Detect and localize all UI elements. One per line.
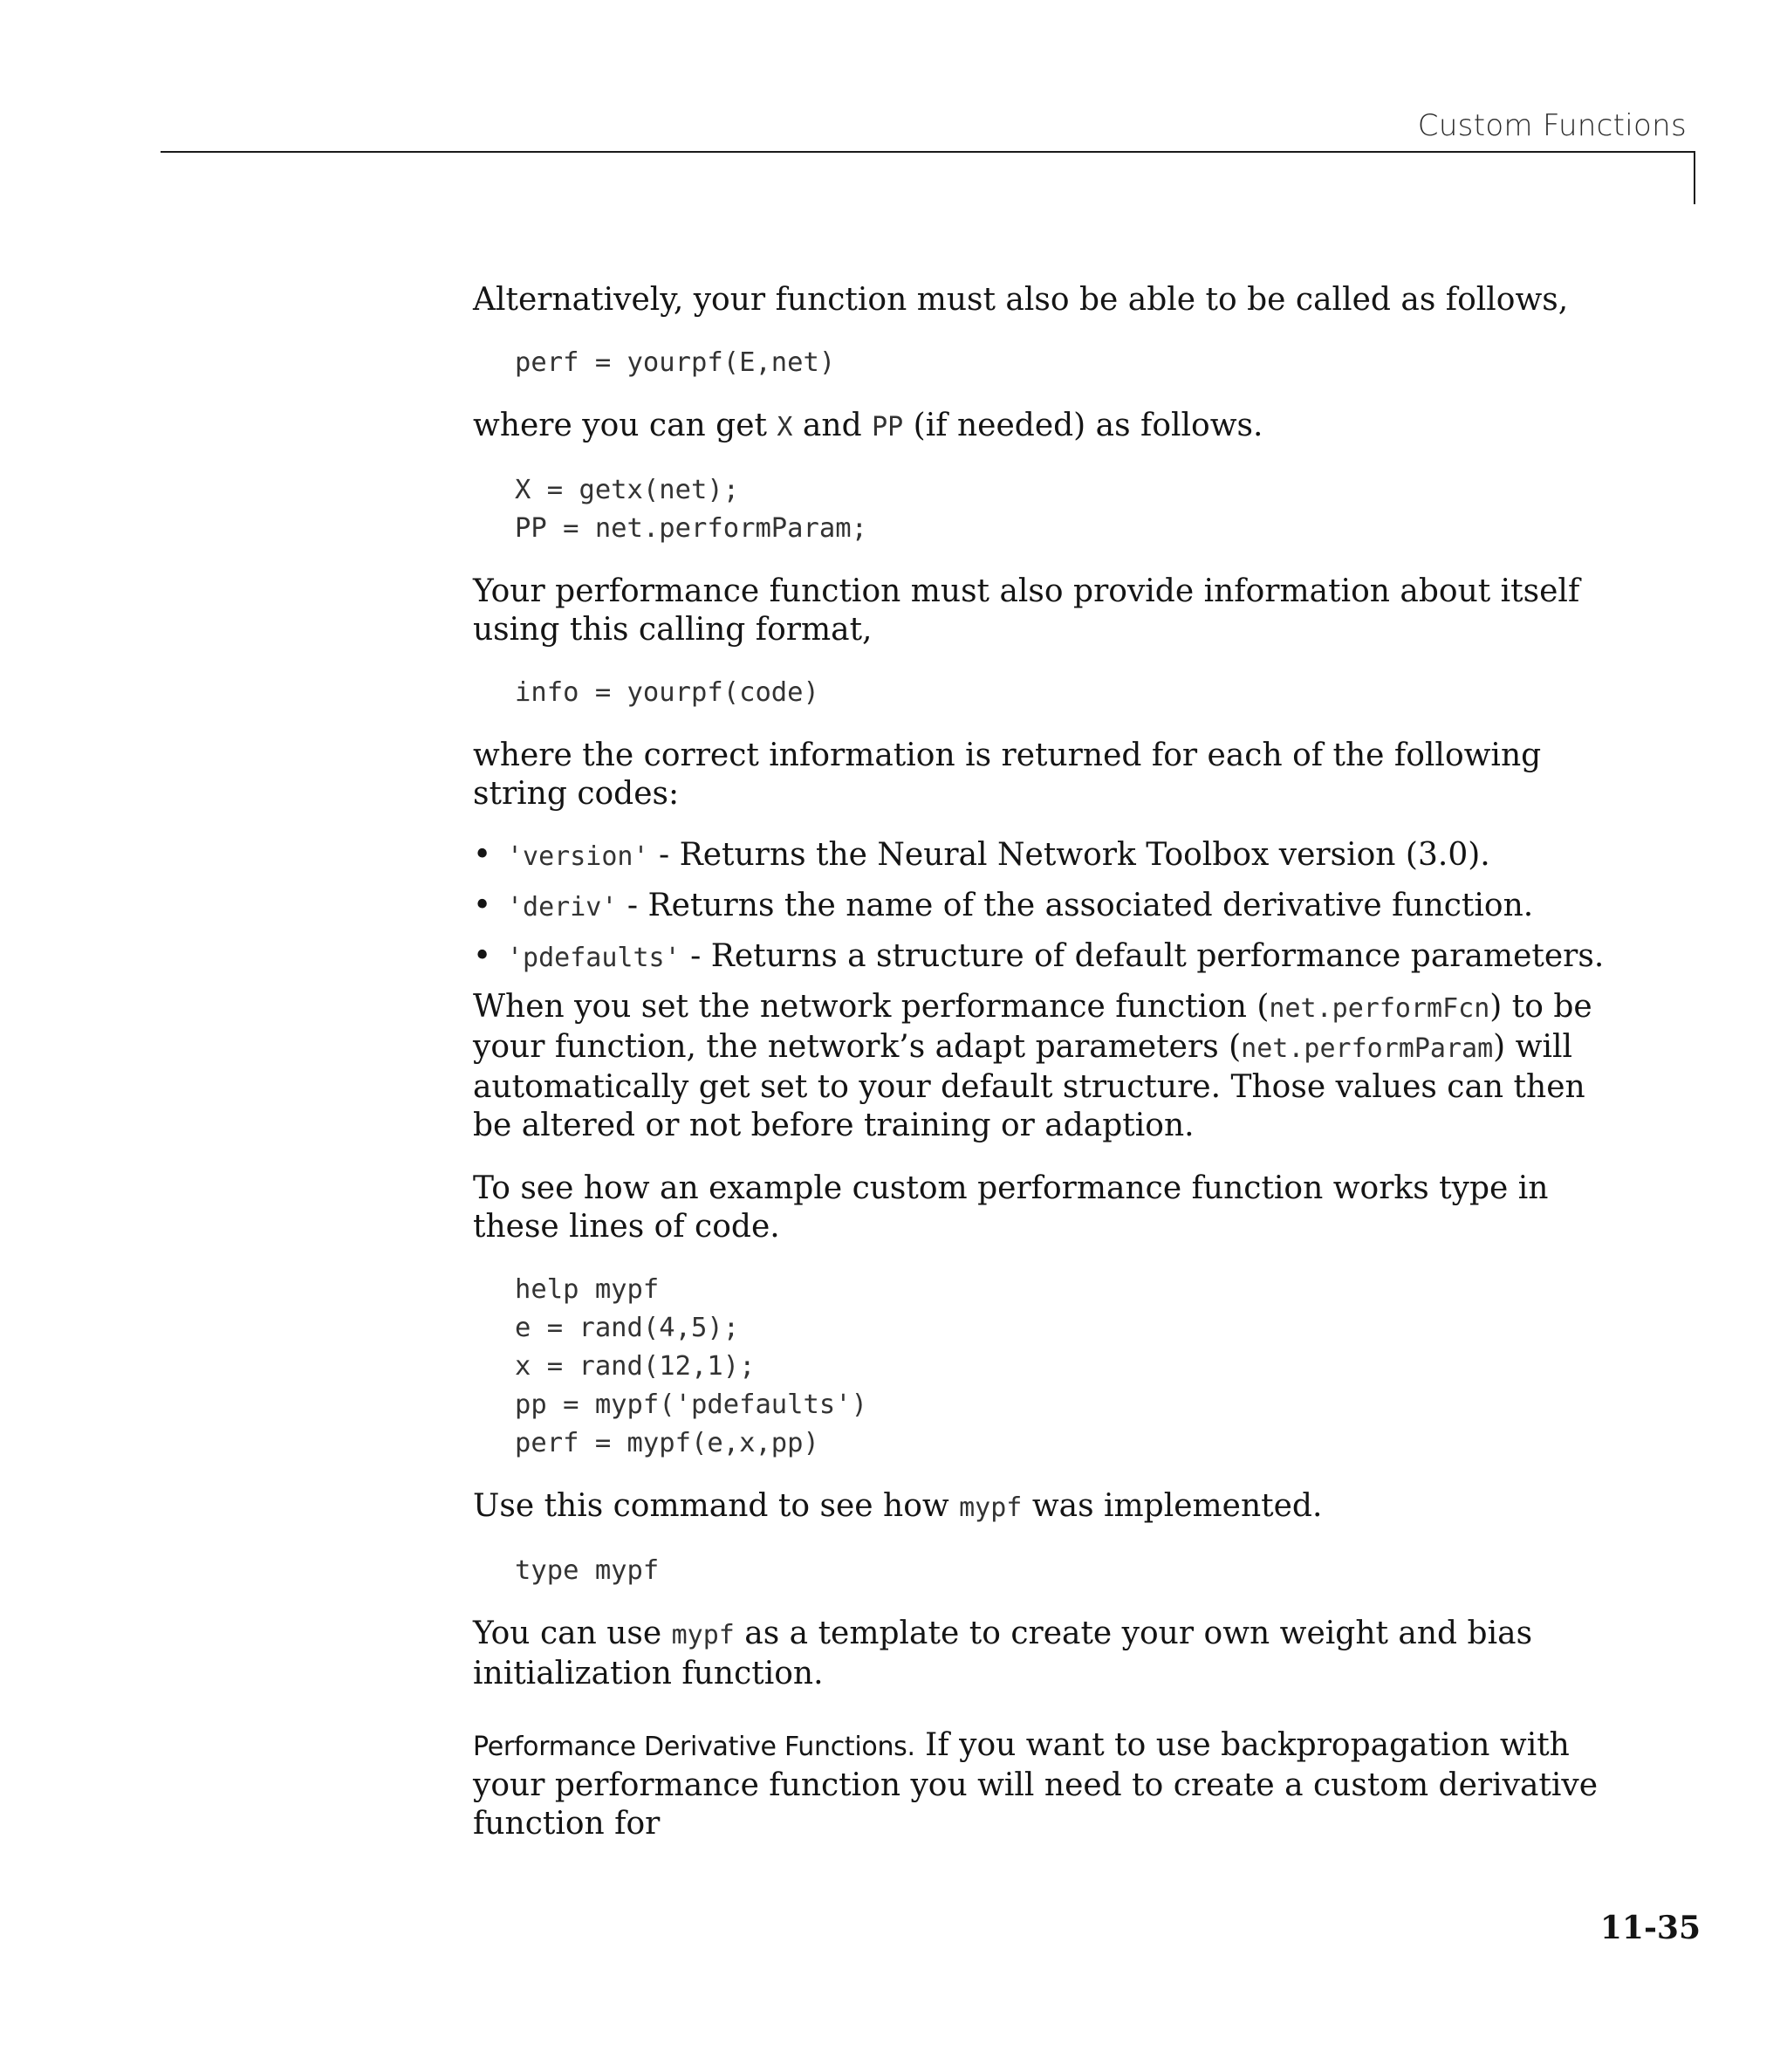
inline-code-deriv: 'deriv' — [507, 892, 618, 923]
text-span: (if needed) as follows. — [903, 408, 1263, 443]
list-item-version — [473, 836, 1633, 876]
text-span: ) to be your function, the network’s adapt parameters ( — [473, 989, 1592, 1065]
bullet-icon: • — [473, 888, 492, 923]
code-line: perf = mypf(e,x,pp) — [515, 1428, 819, 1458]
page-number: 11-35 — [1599, 1910, 1701, 1946]
inline-code-mypf: mypf — [671, 1620, 735, 1650]
text-span: and — [792, 408, 873, 443]
page-body — [473, 281, 1633, 1868]
text-span: When you set the network performance function ( — [473, 989, 1270, 1025]
paragraph-template — [473, 1615, 1633, 1693]
inline-code-pdefaults: 'pdefaults' — [507, 943, 681, 973]
code-line: PP = net.performParam; — [515, 513, 867, 544]
code-line: x = rand(12,1); — [515, 1351, 756, 1382]
list-item-text: - Returns a structure of default performance parameters. — [680, 938, 1605, 974]
code-block-alternative-call — [473, 344, 1633, 382]
text-span: as a template to create your own weight and bias initialization function. — [473, 1616, 1533, 1691]
list-item-text: - Returns the Neural Network Toolbox version (3.0). — [648, 837, 1490, 873]
paragraph-derivative-functions — [473, 1726, 1633, 1843]
inline-code-pp: PP — [872, 412, 904, 443]
running-header-title: Custom Functions — [1417, 108, 1687, 143]
bullet-icon: • — [473, 938, 492, 974]
paragraph-string-codes: where the correct information is returned for each of the following string codes: — [473, 738, 1542, 812]
code-line: help mypf — [515, 1274, 660, 1305]
text-span: You can use — [473, 1616, 672, 1651]
paragraph-get-x-pp — [473, 407, 1633, 447]
code-block-info — [473, 674, 1633, 712]
code-line: info = yourpf(code) — [515, 677, 819, 708]
string-codes-list — [473, 836, 1633, 978]
text-span: If you want to use backpropagation with your performance function you will need to create a custom derivative function for — [473, 1727, 1599, 1842]
paragraph-info-format: Your performance function must also provide information about itself using this calling format, — [473, 573, 1580, 648]
inline-code-x: X — [777, 412, 793, 443]
header-corner-tick — [1694, 151, 1695, 204]
text-span: where you can get — [473, 408, 777, 443]
code-line: pp = mypf('pdefaults') — [515, 1389, 867, 1420]
paragraph-alternative-call: Alternatively, your function must also be able to be called as follows, — [473, 282, 1569, 318]
text-span: ) will automatically get set to your default structure. Those values can then be altered or not before training or adaption. — [473, 1029, 1585, 1143]
inline-code-performfcn: net.performFcn — [1269, 993, 1490, 1024]
bullet-icon: • — [473, 837, 492, 873]
code-line: perf = yourpf(E,net) — [515, 347, 836, 378]
list-item-deriv — [473, 887, 1633, 927]
section-heading-derivative-functions: Performance Derivative Functions. — [473, 1732, 915, 1762]
inline-code-version: 'version' — [507, 841, 649, 872]
code-block-getx — [473, 471, 1633, 548]
list-item-text: - Returns the name of the associated derivative function. — [617, 888, 1534, 923]
text-span: was implemented. — [1022, 1488, 1323, 1524]
code-line: type mypf — [515, 1555, 660, 1586]
code-block-example — [473, 1271, 1633, 1463]
paragraph-see-implementation — [473, 1487, 1633, 1527]
paragraph-example-intro: To see how an example custom performance function works type in these lines of code. — [473, 1170, 1549, 1245]
code-line: X = getx(net); — [515, 475, 740, 505]
paragraph-perform-fcn — [473, 988, 1633, 1145]
inline-code-performparam: net.performParam — [1241, 1033, 1494, 1064]
inline-code-mypf: mypf — [959, 1492, 1023, 1523]
text-span: Use this command to see how — [473, 1488, 960, 1524]
code-block-type — [473, 1552, 1633, 1590]
code-line: e = rand(4,5); — [515, 1313, 740, 1343]
header-rule — [161, 151, 1695, 153]
list-item-pdefaults — [473, 937, 1633, 978]
